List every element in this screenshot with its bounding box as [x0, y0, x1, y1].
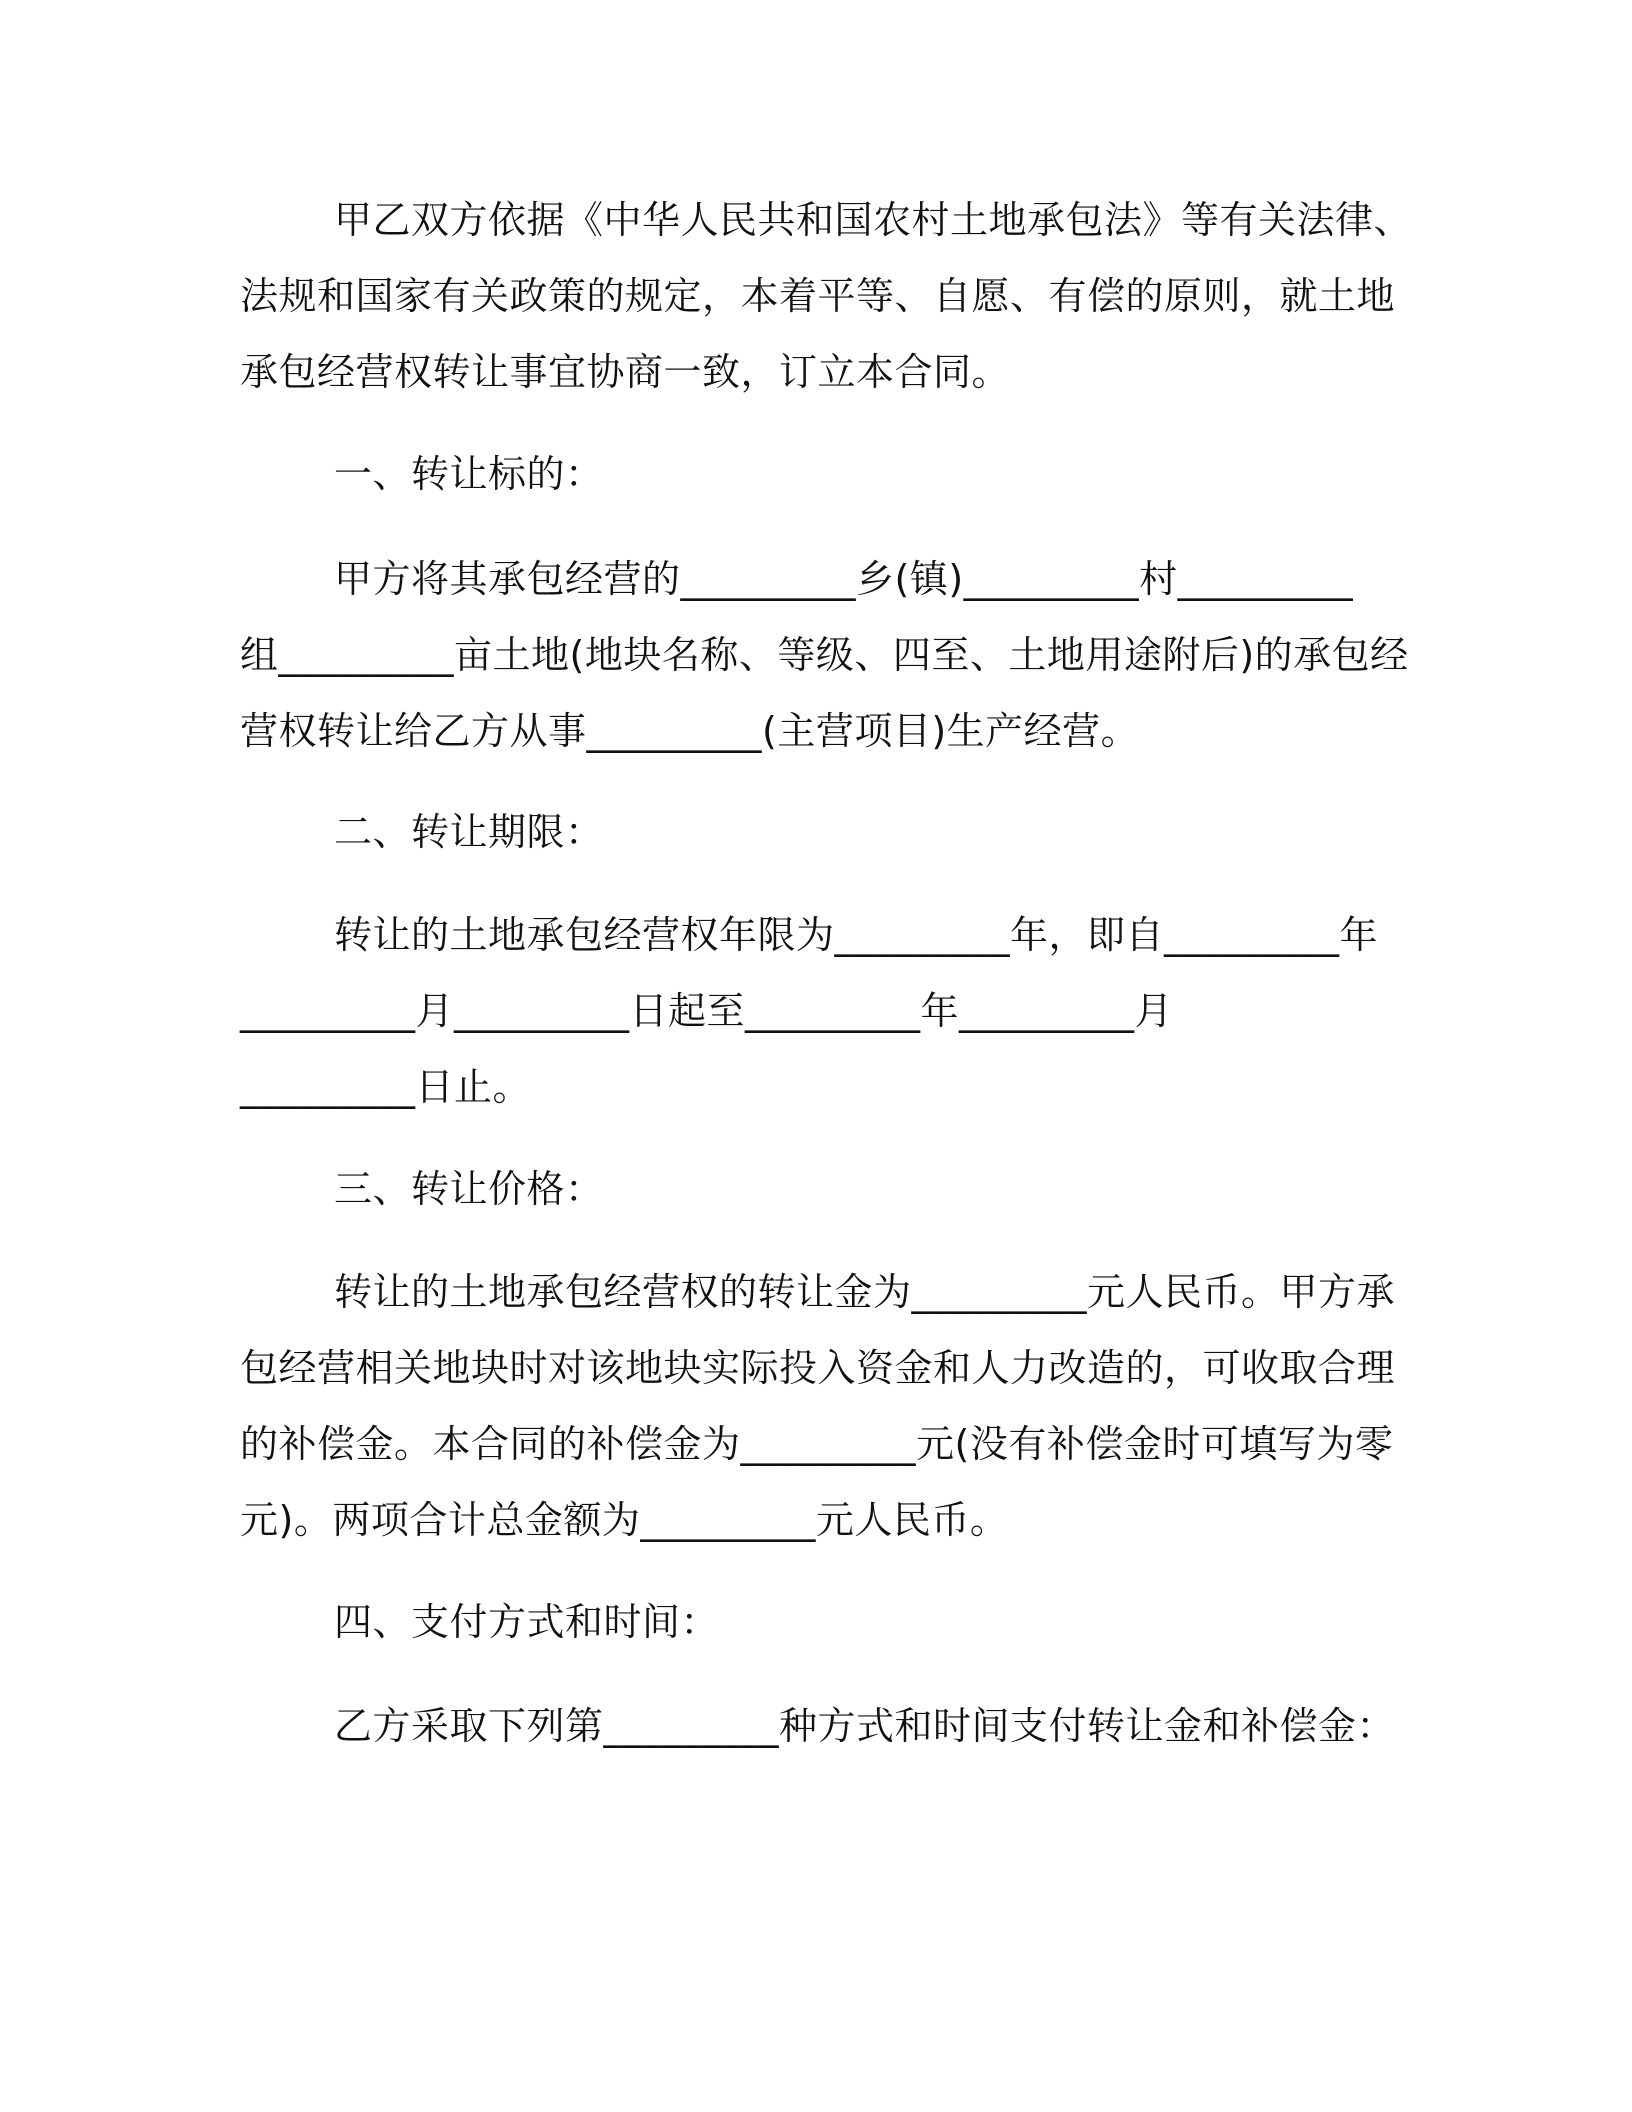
intro-paragraph-line-3: 承包经营权转让事宜协商一致，订立本合同。 — [240, 350, 1011, 394]
transfer-price-line-3: 的补偿金。本合同的补偿金为_________元(没有补偿金时可填写为零 — [240, 1422, 1394, 1466]
section-heading-transfer-subject: 一、转让标的： — [334, 452, 604, 496]
transfer-term-line-1: 转让的土地承包经营权年限为_________年，即自_________年 — [334, 913, 1379, 957]
section-heading-transfer-price: 三、转让价格： — [334, 1167, 604, 1211]
transfer-price-line-2: 包经营相关地块时对该地块实际投入资金和人力改造的，可收取合理 — [240, 1346, 1396, 1390]
section-heading-transfer-term: 二、转让期限： — [334, 810, 604, 854]
transfer-subject-line-1: 甲方将其承包经营的_________乡(镇)_________村_________ — [334, 557, 1354, 601]
transfer-subject-line-2: 组_________亩土地(地块名称、等级、四至、土地用途附后)的承包经 — [240, 633, 1409, 677]
transfer-term-line-3: _________日止。 — [240, 1065, 532, 1109]
payment-line-1: 乙方采取下列第_________种方式和时间支付转让金和补偿金： — [334, 1704, 1396, 1748]
transfer-subject-line-3: 营权转让给乙方从事_________(主营项目)生产经营。 — [240, 709, 1140, 753]
intro-paragraph-line-1: 甲乙双方依据《中华人民共和国农村土地承包法》等有关法律、 — [334, 198, 1413, 242]
transfer-price-line-1: 转让的土地承包经营权的转让金为_________元人民币。甲方承 — [334, 1270, 1396, 1314]
transfer-price-line-4: 元)。两项合计总金额为_________元人民币。 — [240, 1498, 1009, 1542]
transfer-term-line-2: _________月_________日起至_________年_________月 — [240, 989, 1174, 1033]
intro-paragraph-line-2: 法规和国家有关政策的规定，本着平等、自愿、有偿的原则，就土地 — [240, 274, 1396, 318]
section-heading-payment: 四、支付方式和时间： — [334, 1600, 720, 1644]
